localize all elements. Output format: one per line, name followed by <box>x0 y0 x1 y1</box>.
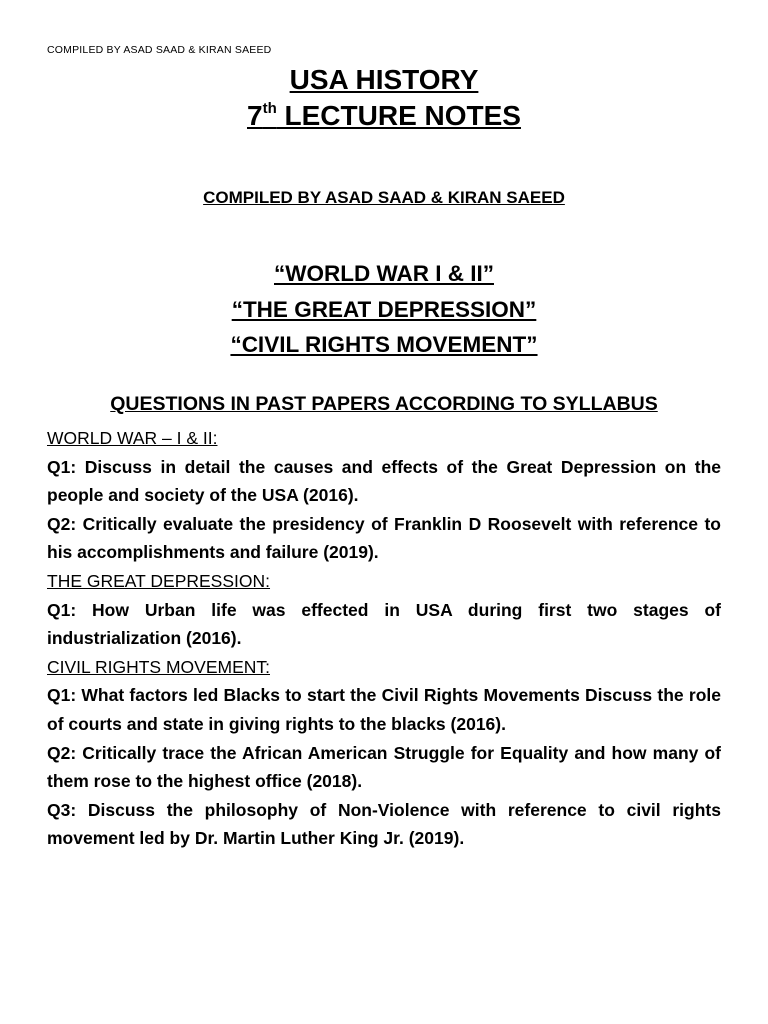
question-item: Q2: Critically trace the African American Struggle for Equality and how many of them rose to the highest office (2018). <box>47 742 721 792</box>
title-block <box>0 62 768 134</box>
document-title: USA HISTORY <box>289 64 479 95</box>
topic-world-war: “WORLD WAR I & II” <box>274 261 494 286</box>
question-item: Q1: What factors led Blacks to start the Civil Rights Movements Discuss the role of courts and state in giving rights to the blacks (2016). <box>47 685 721 734</box>
section-heading-great-depression: THE GREAT DEPRESSION: <box>47 570 271 591</box>
topics-list <box>0 256 768 363</box>
questions-heading: QUESTIONS IN PAST PAPERS ACCORDING TO SYLLABUS <box>110 393 658 415</box>
question-item: Q1: How Urban life was effected in USA during first two stages of industrialization (2016). <box>47 599 721 649</box>
question-item: Q3: Discuss the philosophy of Non-Violence with reference to civil rights movement led by Dr. Martin Luther King Jr. (2019). <box>47 799 721 849</box>
question-item: Q1: Discuss in detail the causes and effects of the Great Depression on the people and society of the USA (2016). <box>47 456 721 506</box>
section-heading-civil-rights: CIVIL RIGHTS MOVEMENT: <box>47 656 270 677</box>
topic-civil-rights: “CIVIL RIGHTS MOVEMENT” <box>230 332 538 357</box>
section-heading-world-war: WORLD WAR – I & II: <box>47 428 218 448</box>
document-subtitle <box>0 98 768 134</box>
question-item: Q2: Critically evaluate the presidency of Franklin D Roosevelt with reference to his accomplishments and failure (2019). <box>47 513 721 563</box>
lecture-number: 7 <box>247 100 263 131</box>
lecture-ordinal-suffix: th <box>262 100 277 117</box>
lecture-notes-label: LECTURE NOTES <box>276 100 521 131</box>
topic-great-depression: “THE GREAT DEPRESSION” <box>231 296 537 322</box>
questions-content <box>47 424 721 853</box>
compiled-by: COMPILED BY ASAD SAAD & KIRAN SAEED <box>203 188 565 207</box>
header-note: COMPILED BY ASAD SAAD & KIRAN SAEED <box>47 44 272 56</box>
